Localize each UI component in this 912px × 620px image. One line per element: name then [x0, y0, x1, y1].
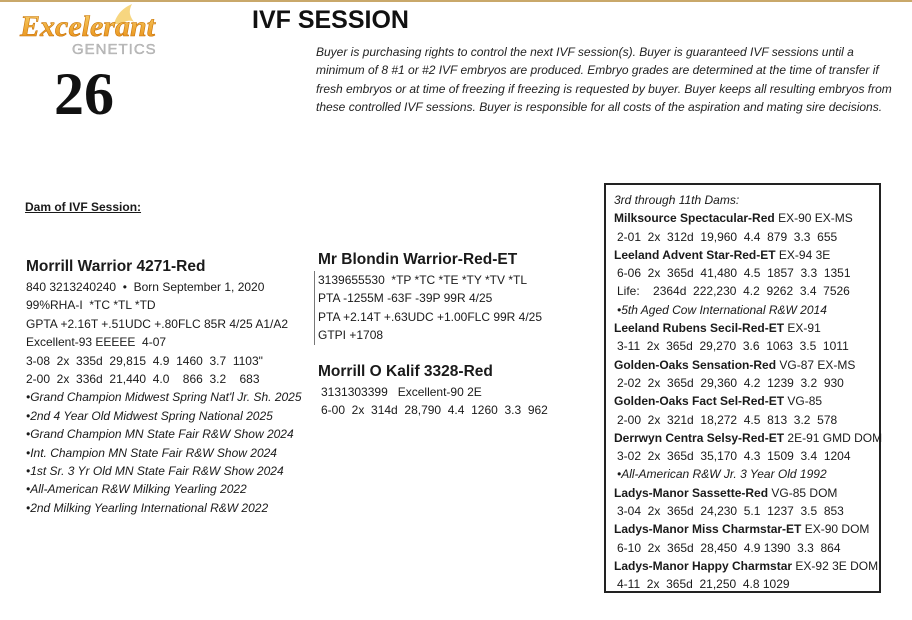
- sire-block: [318, 250, 598, 345]
- maternal-sire-details: [318, 383, 598, 420]
- lot-number: 26: [54, 61, 114, 127]
- dam-line: 3-08 2x 335d 29,815 4.9 1460 3.7 1103": [26, 353, 263, 368]
- maternal-sire-block: [318, 362, 598, 420]
- dam-honor: •Grand Champion Midwest Spring Nat'l Jr. Sh. 2025: [26, 390, 302, 405]
- ancestry-header: 3rd through 11th Dams:: [614, 193, 740, 207]
- ancestor-record: 3-04 2x 365d 24,230 5.1 1237 3.5 853: [617, 504, 844, 519]
- ancestor-dam-name: [614, 246, 879, 264]
- ancestor-classification: EX-94 3E: [778, 247, 831, 262]
- dam-block: [26, 257, 311, 517]
- ancestor-record: Life: 2364d 222,230 4.2 9262 3.4 7526: [617, 284, 850, 299]
- ancestor-name: Leeland Advent Star-Red-ET: [614, 247, 776, 262]
- ancestor-dam-name: [614, 319, 879, 337]
- ancestor-classification: VG-85 DOM: [771, 485, 838, 500]
- ancestor-classification: 2E-91 GMD DOM: [787, 430, 883, 445]
- ancestor-record: 3-02 2x 365d 35,170 4.3 1509 3.4 1204: [617, 449, 851, 464]
- ancestor-dam-name: [614, 356, 879, 374]
- ancestor-classification: VG-87 EX-MS: [779, 357, 856, 372]
- ancestor-dam-name: [614, 429, 883, 447]
- dam-honor: •All-American R&W Milking Yearling 2022: [26, 482, 247, 497]
- ancestor-classification: EX-90 DOM: [804, 522, 870, 537]
- dam-honor: •Grand Champion MN State Fair R&W Show 2024: [26, 427, 294, 442]
- ancestor-record: 3-11 2x 365d 29,270 3.6 1063 3.5 1011: [617, 339, 849, 354]
- ancestor-name: Ladys-Manor Miss Charmstar-ET: [614, 522, 802, 537]
- logo-sub: GENETICS: [72, 41, 157, 58]
- ancestor-record: 2-02 2x 365d 29,360 4.2 1239 3.2 930: [617, 375, 844, 390]
- dam-line: GPTA +2.16T +.51UDC +.80FLC 85R 4/25 A1/A2: [26, 316, 289, 331]
- terms-text: Buyer is purchasing rights to control the next IVF session(s). Buyer is guaranteed IVF sessions until a minimum of 8 #1 or #2 IVF embryos are produced. Embryo grades are determined at the time of transfer if fresh embryos or at time of freezing if freezing is requested by buyer. Buyer keeps all resulting embryos from these controlled IVF sessions. Buyer is responsible for all costs of the aspiration and mating sire decisions.: [316, 45, 892, 115]
- ancestor-classification: EX-91: [787, 321, 821, 336]
- ancestor-dam-name: [614, 484, 879, 502]
- dam-line: Excellent-93 EEEEE 4-07: [26, 335, 167, 350]
- ancestor-name: Golden-Oaks Sensation-Red: [614, 357, 777, 372]
- ancestor-record: 2-01 2x 312d 19,960 4.4 879 3.3 655: [617, 229, 838, 244]
- logo-graphic: [18, 2, 168, 62]
- ancestor-note: •All-American R&W Jr. 3 Year Old 1992: [617, 467, 827, 482]
- ancestor-name: Golden-Oaks Fact Sel-Red-ET: [614, 394, 785, 409]
- dam-honor: •Int. Champion MN State Fair R&W Show 2024: [26, 445, 277, 460]
- ancestry-list: [614, 209, 883, 593]
- dam-line: 840 3213240240 • Born September 1, 2020: [26, 280, 265, 294]
- page-title: IVF SESSION: [252, 6, 409, 34]
- ancestor-record: 2-00 2x 321d 18,272 4.5 813 3.2 578: [617, 412, 838, 427]
- ancestor-dam-name: [614, 392, 879, 410]
- dam-honor: •2nd Milking Yearling International R&W 2022: [26, 500, 269, 515]
- sire-line: 3139655530 *TP *TC *TE *TY *TV *TL: [318, 273, 527, 287]
- sire-line: GTPI +1708: [318, 328, 384, 343]
- logo-word: Excelerant: [20, 10, 155, 43]
- ancestor-note: •5th Aged Cow International R&W 2014: [617, 302, 827, 317]
- sire-line: PTA +2.14T +.63UDC +1.00FLC 99R 4/25: [318, 309, 543, 324]
- dam-line: 99%RHA-I *TC *TL *TD: [26, 298, 156, 313]
- dam-honor: •1st Sr. 3 Yr Old MN State Fair R&W Show 2024: [26, 464, 284, 479]
- dam-label: Dam of IVF Session:: [25, 200, 142, 214]
- ancestor-dam-name: [614, 520, 879, 538]
- sire-line: PTA -1255M -63F -39P 99R 4/25: [318, 291, 493, 306]
- ancestor-name: Milksource Spectacular-Red: [614, 211, 775, 226]
- ancestor-name: Derrwyn Centra Selsy-Red-ET: [614, 430, 785, 445]
- ancestor-record: 4-11 2x 365d 21,250 4.8 1029: [617, 577, 790, 592]
- excelerant-genetics-logo: [18, 2, 168, 62]
- ancestor-dam-name: [614, 557, 879, 575]
- ancestor-record: 6-06 2x 365d 41,480 4.5 1857 3.3 1351: [617, 266, 851, 281]
- maternal-sire-name: Morrill O Kalif 3328-Red: [318, 363, 493, 380]
- ancestor-name: Leeland Rubens Secil-Red-ET: [614, 321, 785, 336]
- dam-honor: •2nd 4 Year Old Midwest Spring National 2025: [26, 408, 273, 423]
- sire-details: [314, 271, 598, 345]
- dam-line: 2-00 2x 336d 21,440 4.0 866 3.2 683: [26, 372, 260, 387]
- sire-name: Mr Blondin Warrior-Red-ET: [318, 251, 518, 268]
- dam-name: Morrill Warrior 4271-Red: [26, 258, 206, 275]
- ancestry-box: [604, 183, 881, 593]
- maternal-sire-line: 6-00 2x 314d 28,790 4.4 1260 3.3 962: [321, 403, 548, 418]
- ancestor-name: Ladys-Manor Happy Charmstar: [614, 558, 793, 573]
- ancestor-classification: VG-85: [787, 394, 823, 409]
- ancestor-classification: EX-92 3E DOM: [795, 558, 879, 573]
- ancestor-classification: EX-90 EX-MS: [778, 211, 853, 226]
- ancestor-name: Ladys-Manor Sassette-Red: [614, 485, 769, 500]
- ancestor-dam-name: [614, 209, 879, 227]
- maternal-sire-line: 3131303399 Excellent-90 2E: [321, 385, 482, 399]
- ancestor-record: 6-10 2x 365d 28,450 4.9 1390 3.3 864: [617, 540, 841, 555]
